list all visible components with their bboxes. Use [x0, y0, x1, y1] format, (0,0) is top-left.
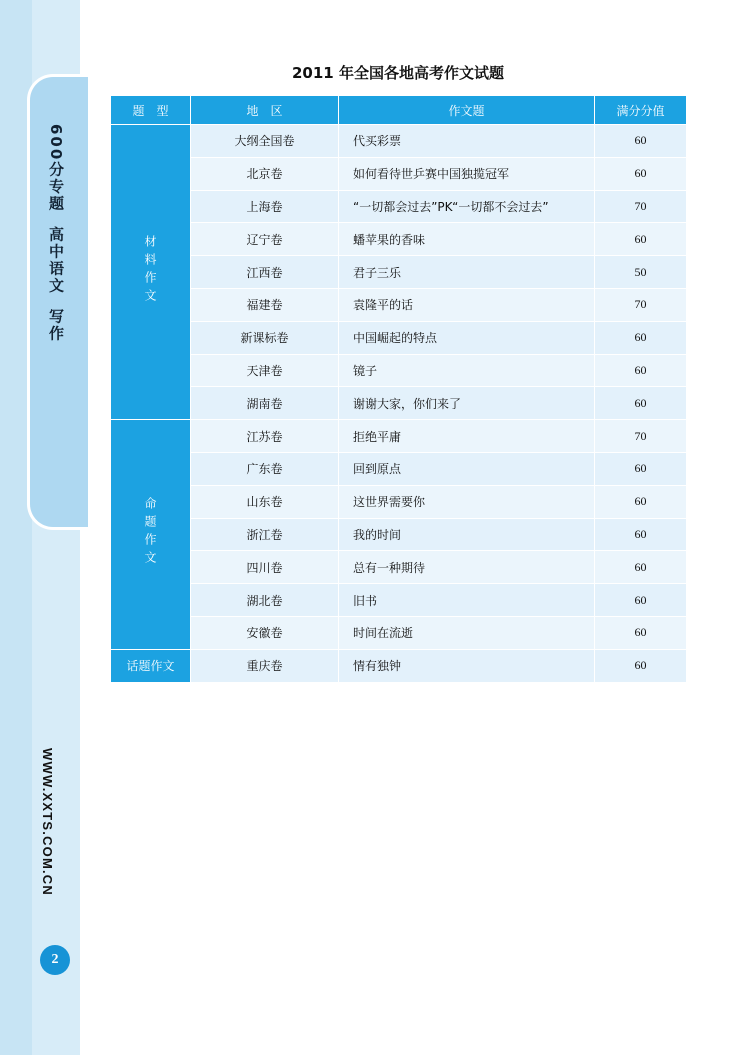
topic-cell: 拒绝平庸 — [339, 420, 595, 453]
sidebar-tab-text — [39, 124, 73, 342]
topic-cell: 旧书 — [339, 584, 595, 617]
score-cell: 60 — [595, 354, 687, 387]
table-row — [111, 551, 687, 584]
table-row — [111, 321, 687, 354]
table-row — [111, 387, 687, 420]
score-cell: 60 — [595, 584, 687, 617]
topic-cell: 总有一种期待 — [339, 551, 595, 584]
table-row — [111, 584, 687, 617]
region-cell: 大纲全国卷 — [191, 125, 339, 158]
score-cell: 60 — [595, 387, 687, 420]
header-topic: 作文题 — [339, 96, 595, 125]
region-cell: 湖北卷 — [191, 584, 339, 617]
region-cell: 广东卷 — [191, 452, 339, 485]
sidebar-series: 600分专题 — [47, 124, 65, 213]
sidebar-section: 写作 — [47, 308, 65, 343]
region-cell: 浙江卷 — [191, 518, 339, 551]
topic-cell: “一切都会过去”PK“一切都不会过去” — [339, 190, 595, 223]
topic-cell: 镜子 — [339, 354, 595, 387]
score-cell: 60 — [595, 551, 687, 584]
score-cell: 60 — [595, 452, 687, 485]
score-cell: 60 — [595, 649, 687, 682]
topic-cell: 蟠苹果的香味 — [339, 223, 595, 256]
table-row — [111, 256, 687, 289]
header-region: 地 区 — [191, 96, 339, 125]
region-cell: 辽宁卷 — [191, 223, 339, 256]
table-header-row — [111, 96, 687, 125]
header-score: 满分分值 — [595, 96, 687, 125]
topic-cell: 谢谢大家，你们来了 — [339, 387, 595, 420]
type-cell — [111, 649, 191, 682]
region-cell: 江西卷 — [191, 256, 339, 289]
table-row — [111, 649, 687, 682]
region-cell: 四川卷 — [191, 551, 339, 584]
region-cell: 北京卷 — [191, 157, 339, 190]
score-cell: 60 — [595, 616, 687, 649]
exam-table — [110, 95, 687, 683]
website-url: WWW.XXTS.COM.CN — [40, 748, 55, 896]
header-type: 题 型 — [111, 96, 191, 125]
score-cell: 70 — [595, 288, 687, 321]
region-cell: 重庆卷 — [191, 649, 339, 682]
table-row — [111, 125, 687, 158]
region-cell: 江苏卷 — [191, 420, 339, 453]
score-cell: 60 — [595, 223, 687, 256]
table-row — [111, 420, 687, 453]
topic-cell: 君子三乐 — [339, 256, 595, 289]
score-cell: 70 — [595, 420, 687, 453]
score-cell: 70 — [595, 190, 687, 223]
region-cell: 湖南卷 — [191, 387, 339, 420]
topic-cell: 时间在流逝 — [339, 616, 595, 649]
table-row — [111, 157, 687, 190]
type-cell — [111, 125, 191, 420]
score-cell: 60 — [595, 125, 687, 158]
table-row — [111, 190, 687, 223]
score-cell: 50 — [595, 256, 687, 289]
table-row — [111, 485, 687, 518]
table-body — [111, 125, 687, 683]
topic-cell: 回到原点 — [339, 452, 595, 485]
topic-cell: 情有独钟 — [339, 649, 595, 682]
table-row — [111, 288, 687, 321]
region-cell: 山东卷 — [191, 485, 339, 518]
type-cell — [111, 420, 191, 650]
type-label: 话题作文 — [126, 659, 175, 674]
region-cell: 新课标卷 — [191, 321, 339, 354]
region-cell: 福建卷 — [191, 288, 339, 321]
table-row — [111, 518, 687, 551]
type-label: 材料作文 — [143, 234, 157, 307]
page-number-badge: 2 — [40, 945, 70, 975]
region-cell: 安徽卷 — [191, 616, 339, 649]
region-cell: 天津卷 — [191, 354, 339, 387]
topic-cell: 袁隆平的话 — [339, 288, 595, 321]
topic-cell: 代买彩票 — [339, 125, 595, 158]
sidebar-subject: 高中语文 — [47, 226, 65, 295]
type-label: 命题作文 — [143, 496, 157, 569]
topic-cell: 如何看待世乒赛中国独揽冠军 — [339, 157, 595, 190]
table-row — [111, 616, 687, 649]
score-cell: 60 — [595, 518, 687, 551]
table-row — [111, 452, 687, 485]
topic-cell: 我的时间 — [339, 518, 595, 551]
topic-cell: 这世界需要你 — [339, 485, 595, 518]
region-cell: 上海卷 — [191, 190, 339, 223]
table-row — [111, 223, 687, 256]
score-cell: 60 — [595, 157, 687, 190]
topic-cell: 中国崛起的特点 — [339, 321, 595, 354]
page-title: 2011 年全国各地高考作文试题 — [292, 64, 504, 82]
table-row — [111, 354, 687, 387]
score-cell: 60 — [595, 321, 687, 354]
score-cell: 60 — [595, 485, 687, 518]
